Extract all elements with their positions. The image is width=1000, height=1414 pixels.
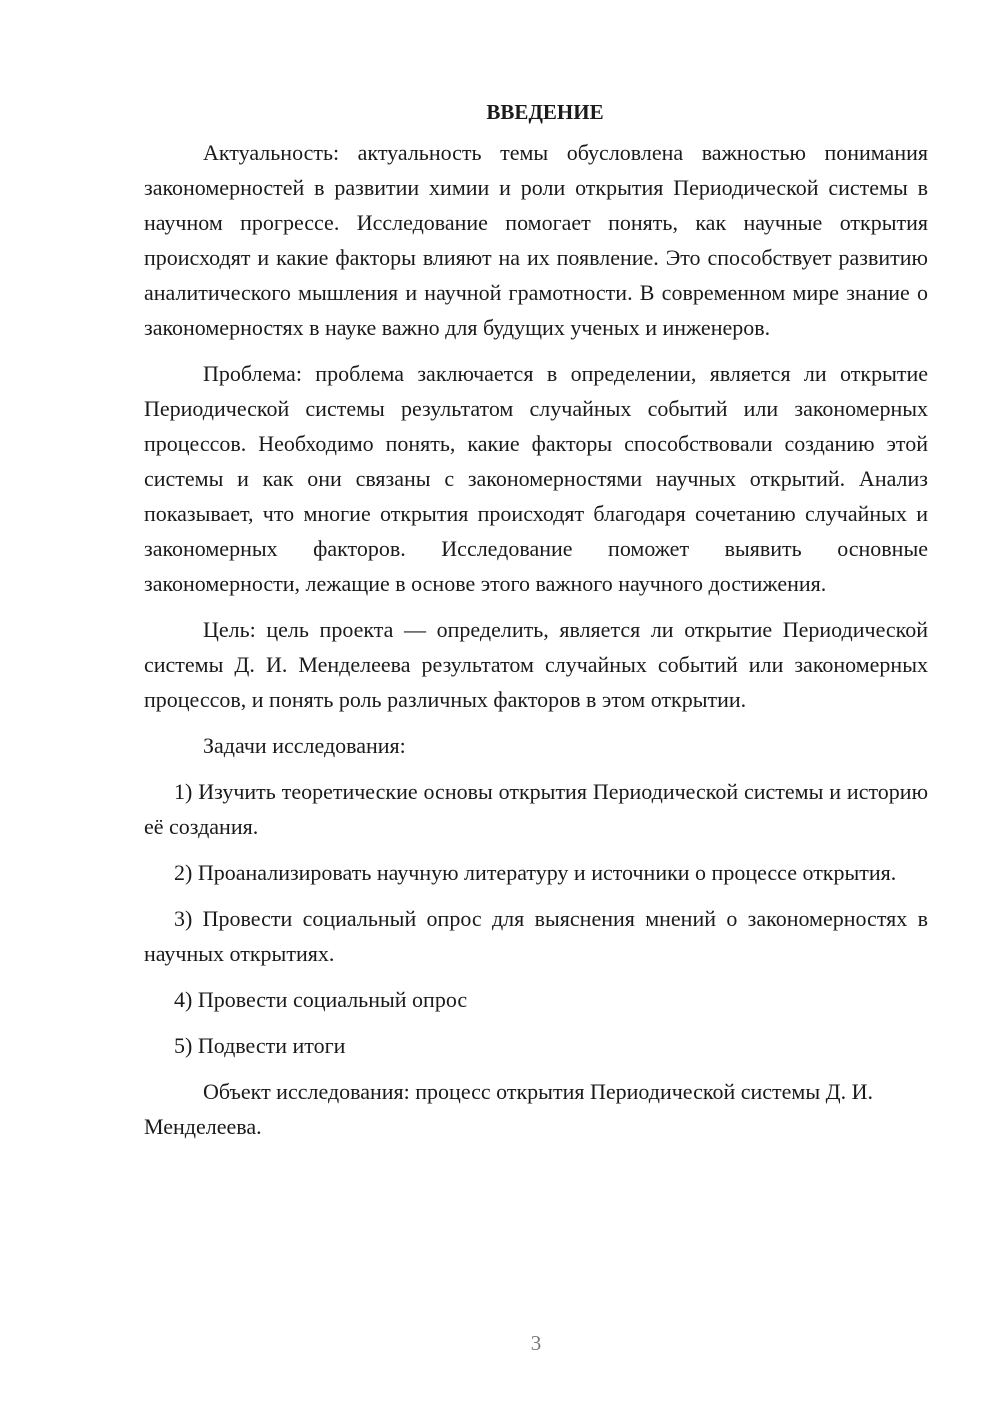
- task-item-4: 4) Провести социальный опрос: [174, 987, 468, 1012]
- tasks-heading: Задачи исследования:: [203, 733, 406, 758]
- task-item-2: 2) Проанализировать научную литературу и источники о процессе открытия.: [174, 860, 897, 885]
- task-item-1: 1) Изучить теоретические основы открытия Периодической системы и историю её создания.: [144, 779, 928, 839]
- paragraph-goal: Цель: цель проекта — определить, является ли открытие Периодической системы Д. И. Менделеева результатом случайных событий или закономерных процессов, и понять роль различных факторов в этом открытии.: [144, 617, 928, 712]
- task-item-3: 3) Провести социальный опрос для выяснения мнений о закономерностях в научных открытиях.: [144, 906, 928, 966]
- page-content: [144, 95, 928, 1155]
- paragraph-problem: Проблема: проблема заключается в определении, является ли открытие Периодической системы результатом случайных событий или закономерных процессов. Необходимо понять, какие факторы способствовали созданию этой системы и как они связаны с закономерностями научных открытий. Анализ показывает, что многие открытия происходят благодаря сочетанию случайных и закономерных факторов. Исследование поможет выявить основные закономерности, лежащие в основе этого важного научного достижения.: [144, 361, 928, 596]
- page-number: 3: [530, 1331, 542, 1355]
- task-item-5: 5) Подвести итоги: [174, 1033, 346, 1058]
- paragraph-relevance: Актуальность: актуальность темы обусловлена важностью понимания закономерностей в развитии химии и роли открытия Периодической системы в научном прогрессе. Исследование помогает понять, как научные открытия происходят и какие факторы влияют на их появление. Это способствует развитию аналитического мышления и научной грамотности. В современном мире знание о закономерностях в науке важно для будущих ученых и инженеров.: [144, 140, 928, 340]
- paragraph-object: Объект исследования: процесс открытия Периодической системы Д. И. Менделеева.: [144, 1079, 873, 1139]
- section-title: ВВЕДЕНИЕ: [486, 100, 604, 124]
